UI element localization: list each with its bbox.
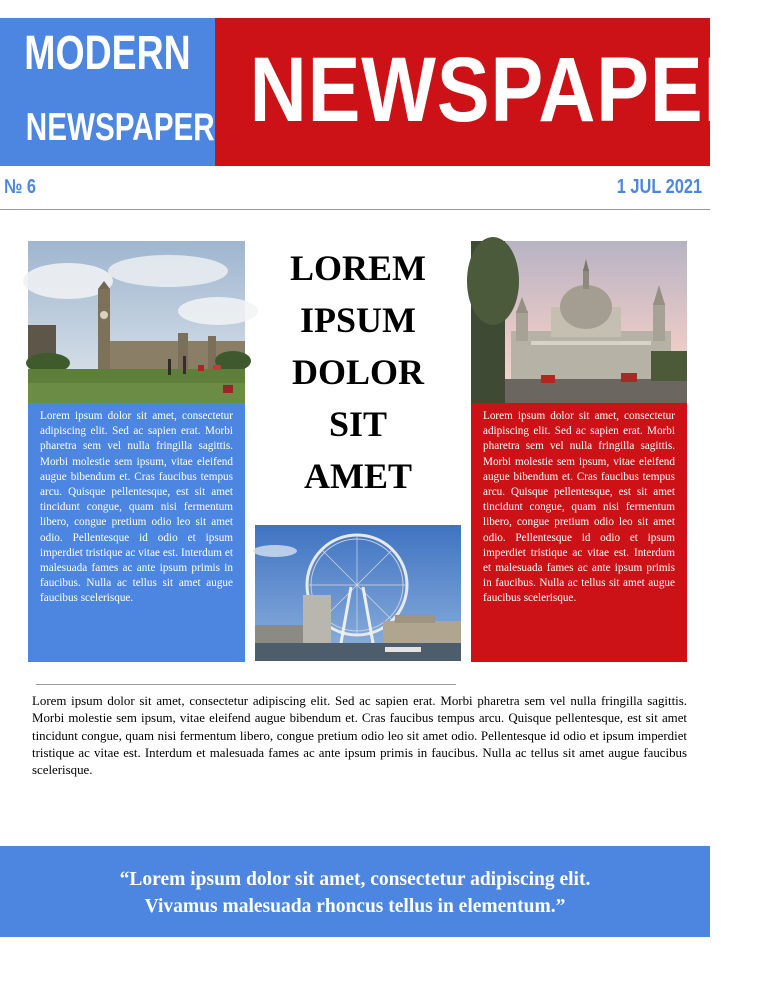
- header-divider: [0, 209, 710, 210]
- masthead-small-title-line2: NEWSPAPER: [25, 106, 215, 149]
- big-ben-photo: [28, 241, 245, 403]
- issue-number: № 6: [4, 176, 36, 198]
- headline-line: IPSUM: [300, 300, 416, 340]
- london-eye-photo: [255, 525, 461, 661]
- issue-info-row: [0, 176, 710, 204]
- st-pauls-cathedral-photo: [471, 241, 687, 403]
- right-article-column: Lorem ipsum dolor sit amet, consectetur adipiscing elit. Sed ac sapien erat. Morbi pharetra sem vel nulla fringilla sagittis. Morbi molestie sem ipsum, vitae eleifend augue bibendum et. Cras faucibus tempus arcu. Quisque pellentesque, est sit amet tincidunt congue, quam nisi fermentum libero, congue pretium odio leo sit amet odio. Pellentesque id odio et ipsum imperdiet tristique ac vitae est. Interdum et malesuada fames ac ante ipsum primis in faucibus. Nulla ac tellus sit amet augue faucibus scelerisque.: [471, 403, 687, 662]
- issue-date: 1 JUL 2021: [616, 176, 702, 198]
- masthead-title: NEWSPAPER: [249, 39, 761, 141]
- headline-line: SIT: [328, 404, 388, 444]
- headline-line: AMET: [304, 456, 412, 496]
- headline-line: LOREM: [289, 248, 426, 288]
- pull-quote: [0, 866, 710, 920]
- main-headline: [255, 242, 461, 502]
- left-article-column: Lorem ipsum dolor sit amet, consectetur adipiscing elit. Sed ac sapien erat. Morbi pharetra sem vel nulla fringilla sagittis. Morbi molestie sem ipsum, vitae eleifend augue bibendum et. Cras faucibus tempus arcu. Quisque pellentesque, est sit amet tincidunt congue, quam nisi fermentum libero, congue pretium odio leo sit amet odio. Pellentesque id odio et ipsum imperdiet tristique ac vitae est. Interdum et malesuada fames ac ante ipsum primis in faucibus. Nulla ac tellus sit amet augue faucibus scelerisque.: [28, 403, 245, 662]
- pull-quote-line1: “Lorem ipsum dolor sit amet, consectetur adipiscing elit.: [119, 869, 591, 890]
- body-divider: [36, 684, 456, 685]
- pull-quote-line2: Vivamus malesuada rhoncus tellus in elementum.”: [144, 896, 566, 917]
- body-article-text: Lorem ipsum dolor sit amet, consectetur adipiscing elit. Sed ac sapien erat. Morbi pharetra sem vel nulla fringilla sagittis. Morbi molestie sem ipsum, vitae eleifend augue bibendum et. Cras faucibus tempus arcu. Quisque pellentesque, est sit amet tincidunt congue, quam nisi fermentum libero, congue pretium odio leo sit amet odio. Pellentesque id odio et ipsum imperdiet tristique ac vitae est. Interdum et malesuada fames ac ante ipsum primis in faucibus. Nulla ac tellus sit amet augue faucibus scelerisque.: [32, 694, 687, 778]
- headline-line: DOLOR: [291, 352, 424, 392]
- masthead-small-title-line1: MODERN: [24, 27, 191, 80]
